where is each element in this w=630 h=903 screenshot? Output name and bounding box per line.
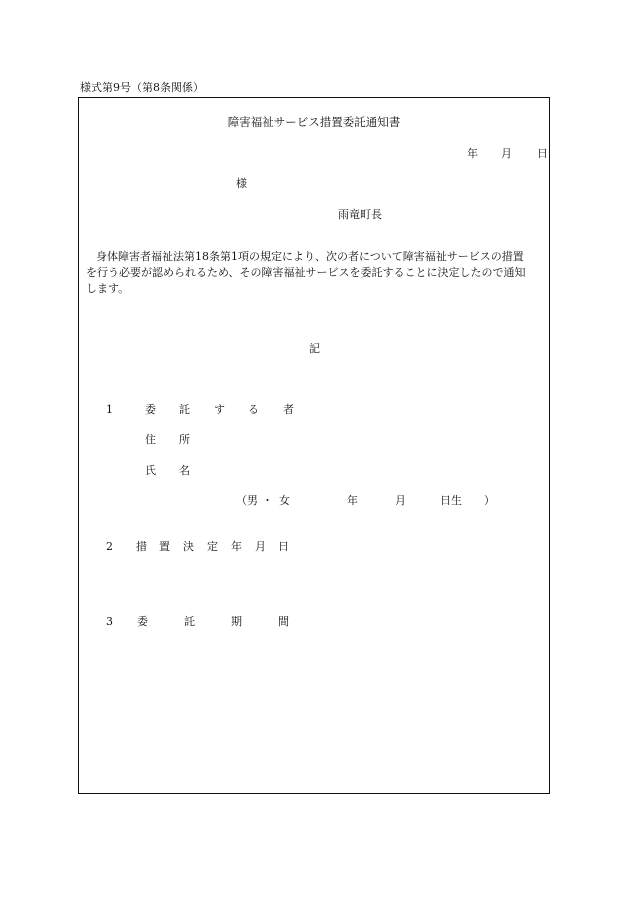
birth-dot: ・: [262, 494, 273, 507]
item3-label-char: 委: [137, 615, 148, 628]
item1-label-char: る: [248, 403, 259, 416]
document-title: 障害福祉サービス措置委託通知書: [227, 115, 401, 129]
item1-label-char: す: [214, 403, 225, 416]
item2-label-char: 定: [207, 540, 218, 553]
body-line-3: します。: [86, 282, 130, 295]
item2-label-char: 年: [231, 540, 242, 553]
item2-label-char: 置: [159, 540, 170, 553]
form-number: 様式第9号（第8条関係）: [80, 81, 204, 94]
issuer: 雨竜町長: [338, 208, 382, 221]
addressee-suffix: 様: [236, 177, 247, 190]
item2-label-char: 月: [255, 540, 266, 553]
date-year: 年: [467, 147, 478, 160]
item3-number: 3: [106, 615, 113, 628]
item1-label-char: 者: [283, 403, 294, 416]
birth-year: 年: [347, 494, 358, 507]
ki-heading: 記: [309, 342, 320, 355]
item3-label-char: 間: [278, 615, 289, 628]
birth-month: 月: [395, 494, 406, 507]
birth-day: 日生: [440, 494, 462, 507]
address-label-char: 所: [179, 433, 190, 446]
address-label-char: 住: [145, 433, 156, 446]
item3-label-char: 期: [231, 615, 242, 628]
item2-number: 2: [106, 540, 113, 553]
body-line-2: を行う必要が認められるため、その障害福祉サービスを委託することに決定したので通知: [86, 266, 526, 279]
date-month: 月: [501, 147, 512, 160]
birth-close: ）: [484, 494, 495, 507]
item1-label-char: 委: [145, 403, 156, 416]
name-label-char: 氏: [145, 464, 156, 477]
item1-label-char: 託: [179, 403, 190, 416]
date-day: 日: [537, 147, 548, 160]
birth-female: 女: [279, 494, 290, 507]
item3-label-char: 託: [184, 615, 195, 628]
item2-label-char: 措: [136, 540, 147, 553]
birth-male: （男: [236, 494, 258, 507]
item2-label-char: 決: [183, 540, 194, 553]
name-label-char: 名: [179, 464, 190, 477]
body-line-1: 身体障害者福祉法第18条第1項の規定により、次の者について障害福祉サービスの措置: [96, 250, 524, 263]
item2-label-char: 日: [278, 540, 289, 553]
item1-number: 1: [106, 403, 113, 416]
